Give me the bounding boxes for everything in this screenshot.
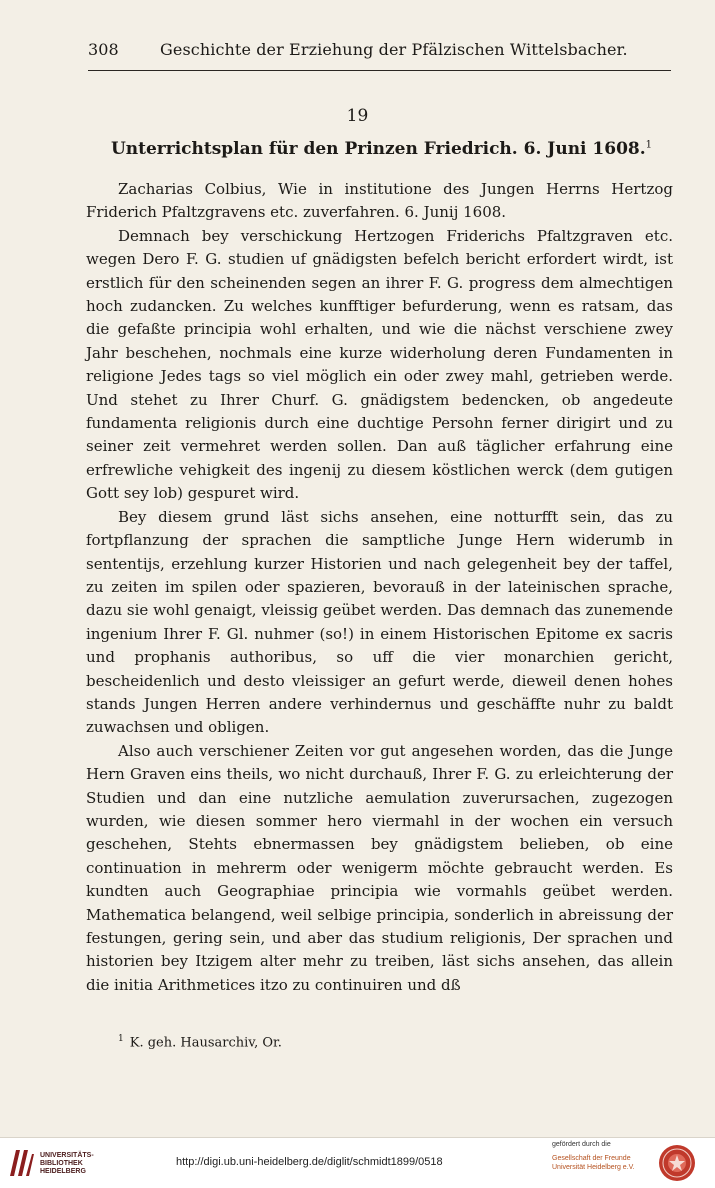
paragraph-1: Zacharias Colbius, Wie in institutione des Jungen Herrns Hertzog Friderich Pfaltzgravens etc. zuverfahren. 6. Junij 1608. bbox=[86, 180, 673, 222]
sponsor-name: Gesellschaft der Freunde Universität Heidelberg e.V. bbox=[552, 1155, 635, 1171]
digitization-footer bbox=[0, 1137, 715, 1188]
footnote-reference: 1 bbox=[645, 139, 653, 151]
footnote-text: K. geh. Hausarchiv, Or. bbox=[129, 1035, 282, 1051]
university-library-logo-icon bbox=[6, 1146, 36, 1180]
paragraph-3: Bey diesem grund läst sichs ansehen, eine notturfft sein, das zu fortpflanzung der sprachen die samptliche Junge Hern widerumb in sententijs, erzehlung kurzer Historien und nach gelegenheit bey der taffel, zu zeiten im spilen oder spazieren, bevorauß in der lateinischen sprache, dazu sie wohl genaigt, vleissig geübet werden. Das demnach das zunemende ingenium Ihrer F. Gl. nuhmer (so!) in einem Historischen Epitome ex sacris und prophanis authoribus, so uff die vier monarchien gericht, bescheidenlich und desto vleissiger an gefurt werde, dieweil denen hohes stands Jungen Herren andere verhindernus und geschäffte nuhr zu baldt zuwachsen und obligen. bbox=[86, 507, 673, 737]
document-title bbox=[88, 139, 675, 159]
running-head bbox=[88, 40, 675, 59]
library-name: UNIVERSITÄTS- BIBLIOTHEK HEIDELBERG bbox=[40, 1152, 94, 1175]
paragraph-2: Demnach bey verschickung Hertzogen Friderichs Pfaltzgraven etc. wegen Dero F. G. studien uf gnädigsten befelch bericht erfordert wirdt, ist erstlich für den scheinenden segen an ihrer F. G. progress dem almechtigen hoch zudancken. Zu welches kunfftiger befurderung, wenn es ratsam, das die gefaßte principia wohl erhalten, und wie die nächst verschiene zwey Jahr beschehen, nochmals eine kurze widerholung deren Fundamenten in religione Jedes tags so viel möglich ein oder zwey mahl, getrieben werde. Und stehet zu Ihrer Churf. G. gnädigstem bedencken, ob angedeute fundamenta religionis durch eine duchtige Persohn ferner dirigirt und zu seiner zeit vermehret werden sollen. Dan auß täglicher erfahrung eine erfrewliche vehigkeit des ingenij zu diesem köstlichen werck (dem gutigen Gott sey lob) gespuret wird. bbox=[86, 226, 673, 503]
university-seal-icon bbox=[658, 1144, 696, 1182]
permalink-url[interactable]: http://digi.ub.uni-heidelberg.de/diglit/schmidt1899/0518 bbox=[176, 1156, 443, 1168]
body-text bbox=[86, 178, 673, 997]
page-number: 308 bbox=[88, 40, 119, 59]
paragraph-4: Also auch verschiener Zeiten vor gut angesehen worden, das die Junge Hern Graven eins theils, wo nicht durchauß, Ihrer F. G. zu erleichterung der Studien und dan eine nutzliche aemulation zuverursachen, zugezogen wurden, wie diesen sommer hero viermahl in der wochen ein versuch geschehen, Stehts ebnermassen bey gnädigstem belieben, ob eine continuation in mehrerm oder wenigerm möchte gebraucht werden. Es kundten auch Geographiae principia wie vormahls geübet werden. Mathematica belangend, weil selbige principia, sonderlich in abreissung der festungen, gering sein, und aber das studium religionis, Der sprachen und historien bey Itzigem alter mehr zu treiben, läst sichs ansehen, das allein die initia Arithmetices itzo zu continuiren und dß bbox=[86, 741, 673, 994]
document-title-text: Unterrichtsplan für den Prinzen Friedrich. 6. Juni 1608. bbox=[110, 139, 646, 159]
footnote bbox=[118, 1034, 282, 1050]
footnote-mark: 1 bbox=[118, 1034, 124, 1044]
running-title: Geschichte der Erziehung der Pfälzischen Wittelsbacher. bbox=[160, 40, 628, 59]
header-rule bbox=[88, 70, 671, 71]
sponsor-label: gefördert durch die bbox=[552, 1141, 611, 1148]
document-number: 19 bbox=[346, 106, 369, 126]
